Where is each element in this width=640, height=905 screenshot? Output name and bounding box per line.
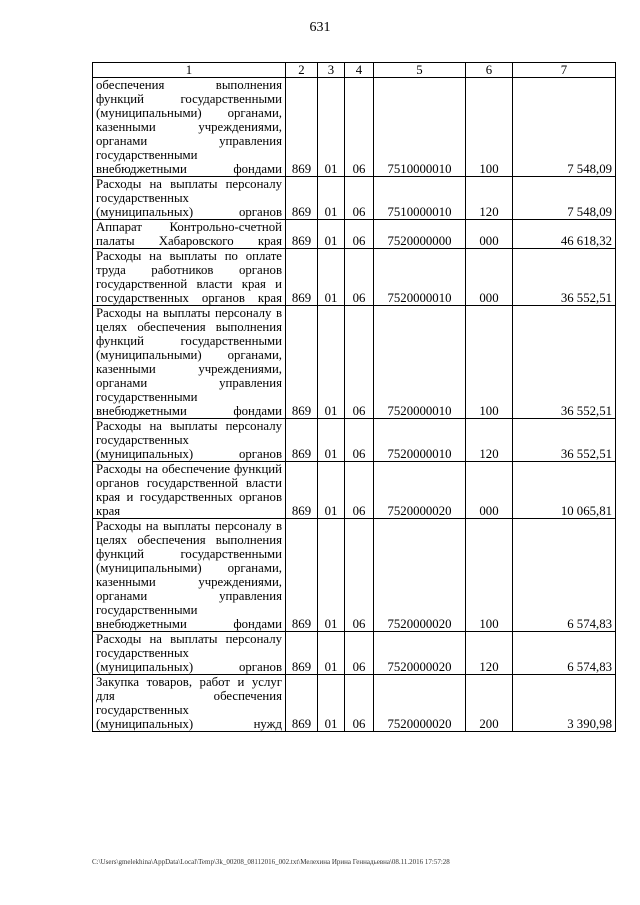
subsection-cell: 06 [345,462,374,519]
ministry-cell: 869 [286,249,318,306]
type-cell: 000 [466,462,513,519]
target-cell: 7510000010 [374,78,466,177]
expense-name-cell: Расходы на выплаты персоналу государственных (муниципальных) органов [93,632,286,675]
expense-name-cell: Расходы на выплаты по оплате труда работников органов государственной власти края и государственных органов края [93,249,286,306]
target-cell: 7520000010 [374,249,466,306]
type-cell: 120 [466,419,513,462]
section-cell: 01 [318,306,345,419]
column-header: 4 [345,63,374,78]
table-row [93,306,616,419]
type-cell: 000 [466,220,513,249]
table-row [93,220,616,249]
amount-cell: 7 548,09 [513,177,616,220]
target-cell: 7520000020 [374,519,466,632]
amount-cell: 46 618,32 [513,220,616,249]
amount-cell: 3 390,98 [513,675,616,732]
ministry-cell: 869 [286,462,318,519]
type-cell: 100 [466,306,513,419]
expense-name-cell: Закупка товаров, работ и услуг для обеспечения государственных (муниципальных) нужд [93,675,286,732]
target-cell: 7520000010 [374,306,466,419]
target-cell: 7520000020 [374,462,466,519]
table-row [93,519,616,632]
expense-name-cell: Расходы на выплаты персоналу государственных (муниципальных) органов [93,177,286,220]
section-cell: 01 [318,632,345,675]
expense-name-cell: обеспечения выполнения функций государственными (муниципальными) органами, казенными учреждениями, органами управления государственными внебюджетными фондами [93,78,286,177]
target-cell: 7520000010 [374,419,466,462]
ministry-cell: 869 [286,78,318,177]
budget-table [92,62,616,732]
ministry-cell: 869 [286,306,318,419]
type-cell: 120 [466,177,513,220]
subsection-cell: 06 [345,519,374,632]
table-row [93,419,616,462]
ministry-cell: 869 [286,177,318,220]
section-cell: 01 [318,419,345,462]
expense-name-cell: Расходы на выплаты персоналу государственных (муниципальных) органов [93,419,286,462]
target-cell: 7520000020 [374,675,466,732]
subsection-cell: 06 [345,419,374,462]
amount-cell: 36 552,51 [513,419,616,462]
section-cell: 01 [318,675,345,732]
column-number-row [93,63,616,78]
table-row [93,249,616,306]
target-cell: 7520000000 [374,220,466,249]
section-cell: 01 [318,78,345,177]
subsection-cell: 06 [345,177,374,220]
amount-cell: 6 574,83 [513,632,616,675]
amount-cell: 10 065,81 [513,462,616,519]
column-header: 1 [93,63,286,78]
table-row [93,675,616,732]
table-row [93,177,616,220]
table-row [93,78,616,177]
subsection-cell: 06 [345,220,374,249]
column-header: 2 [286,63,318,78]
amount-cell: 36 552,51 [513,249,616,306]
column-header: 5 [374,63,466,78]
subsection-cell: 06 [345,306,374,419]
section-cell: 01 [318,177,345,220]
column-header: 7 [513,63,616,78]
type-cell: 120 [466,632,513,675]
target-cell: 7510000010 [374,177,466,220]
subsection-cell: 06 [345,632,374,675]
type-cell: 100 [466,78,513,177]
type-cell: 000 [466,249,513,306]
amount-cell: 6 574,83 [513,519,616,632]
table-row [93,462,616,519]
section-cell: 01 [318,249,345,306]
amount-cell: 7 548,09 [513,78,616,177]
expense-name-cell: Расходы на выплаты персоналу в целях обеспечения выполнения функций государственными (муниципальными) органами, казенными учреждениями, органами управления государственными внебюджетными фондами [93,519,286,632]
subsection-cell: 06 [345,78,374,177]
ministry-cell: 869 [286,632,318,675]
type-cell: 200 [466,675,513,732]
expense-name-cell: Расходы на обеспечение функций органов государственной власти края и государственных органов края [93,462,286,519]
ministry-cell: 869 [286,220,318,249]
section-cell: 01 [318,462,345,519]
file-path-footer: C:\Users\gmelekhina\AppData\Local\Temp\3k_00208_08112016_002.txt\Мелехина Ирина Геннадьевна\08.11.2016 17:57:28 [92,858,450,866]
page-number: 631 [309,20,331,35]
ministry-cell: 869 [286,675,318,732]
section-cell: 01 [318,519,345,632]
ministry-cell: 869 [286,519,318,632]
type-cell: 100 [466,519,513,632]
subsection-cell: 06 [345,675,374,732]
column-header: 3 [318,63,345,78]
expense-name-cell: Аппарат Контрольно-счетной палаты Хабаровского края [93,220,286,249]
target-cell: 7520000020 [374,632,466,675]
amount-cell: 36 552,51 [513,306,616,419]
ministry-cell: 869 [286,419,318,462]
table-row [93,632,616,675]
subsection-cell: 06 [345,249,374,306]
column-header: 6 [466,63,513,78]
section-cell: 01 [318,220,345,249]
expense-name-cell: Расходы на выплаты персоналу в целях обеспечения выполнения функций государственными (муниципальными) органами, казенными учреждениями, органами управления государственными внебюджетными фондами [93,306,286,419]
